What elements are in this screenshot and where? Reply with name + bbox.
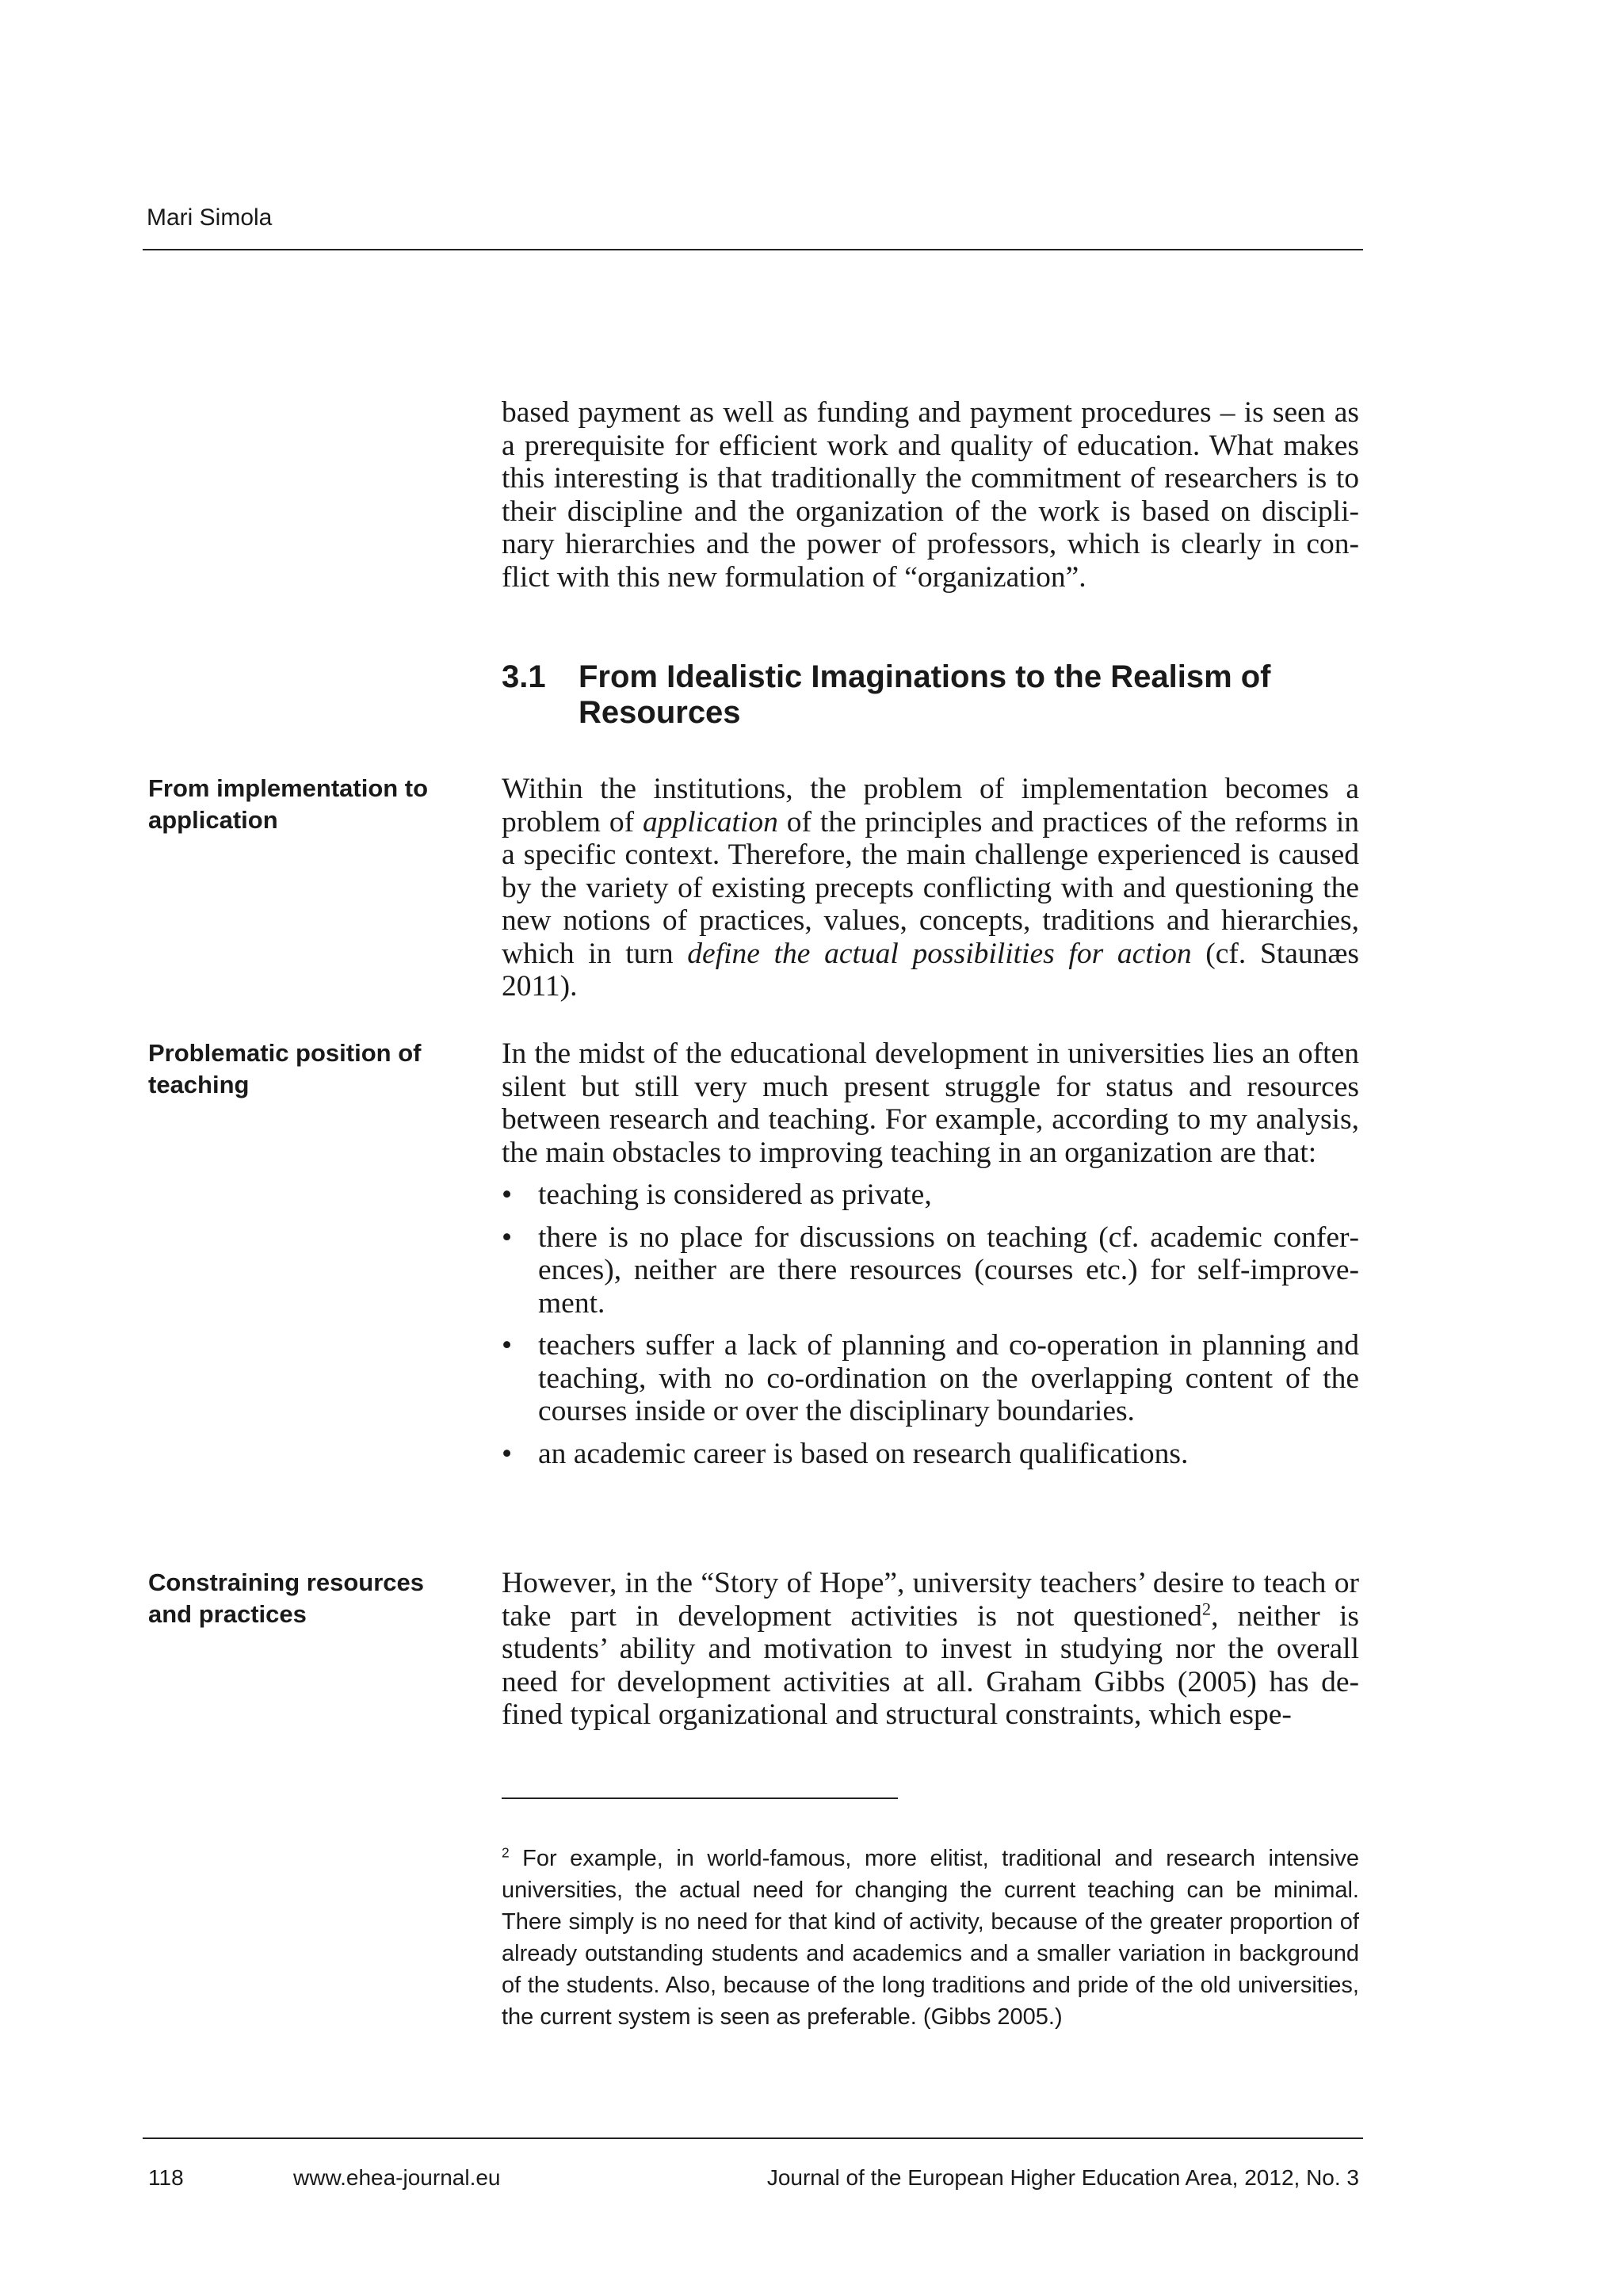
- section-number: 3.1: [502, 659, 546, 694]
- paragraph-teaching-text: In the midst of the educational development in universities lies an often silent but still very much present struggle for status and resources between research and teaching. For example, according to my analysis, the main obstacles to improving teaching in an organization are that:: [502, 1037, 1359, 1169]
- footnote-rule: [502, 1797, 898, 1799]
- running-header-author: Mari Simola: [147, 204, 273, 231]
- footer-rule: [143, 2137, 1363, 2139]
- bullet-icon: •: [502, 1329, 513, 1362]
- list-item: • there is no place for discussions on teaching (cf. academic conferences), neither are there resources (courses etc.) for self-improvement.: [502, 1221, 1359, 1320]
- paragraph-teaching: [502, 1037, 1359, 1480]
- bullet-icon: •: [502, 1179, 513, 1211]
- list-item: • teaching is considered as private,: [502, 1179, 932, 1211]
- journal-website-link[interactable]: www.ehea-journal.eu: [293, 2165, 501, 2190]
- section-title: From Idealistic Imaginations to the Realism of Resources: [579, 659, 1271, 730]
- paragraph-implementation: [502, 773, 1359, 1003]
- section-heading: [502, 659, 1359, 731]
- margin-note-teaching: Problematic position of teaching: [148, 1039, 422, 1098]
- journal-citation: Journal of the European Higher Education Area, 2012, No. 3: [766, 2165, 1359, 2190]
- header-rule: [143, 249, 1363, 250]
- paragraph-constraints: [502, 1567, 1359, 1732]
- intro-paragraph-text: based payment as well as funding and payment procedures – is seen as a prerequisite for efficient work and quality of education. What makes this interesting is that traditionally the commitment of researchers is to their discipline and the organization of the work is based on disciplinary hierarchies and the power of professors, which is clearly in conflict with this new formulation of “organization”.: [502, 396, 1359, 594]
- bullet-icon: •: [502, 1221, 513, 1254]
- margin-note-implementation: From implementation to application: [148, 774, 429, 834]
- obstacles-list: [502, 1179, 1359, 1470]
- list-item: • teachers suffer a lack of planning and co-operation in planning and teaching, with no co-ordination on the overlapping content of the courses inside or over the disciplinary boundaries.: [502, 1329, 1359, 1427]
- footnote-marker: 2: [502, 1844, 510, 1861]
- footnote-reference: 2: [1201, 1599, 1212, 1618]
- emphasis-possibilities: define the actual possibilities for action: [687, 937, 1192, 970]
- page-number: 118: [148, 2165, 184, 2190]
- footnote: [502, 1843, 1359, 2033]
- list-item: • an academic career is based on research qualifications.: [502, 1437, 1189, 1470]
- emphasis-application: application: [643, 805, 778, 839]
- footnote-text: For example, in world-famous, more elitist, traditional and research intensive universities, the actual need for changing the current teaching can be minimal. There simply is no need for that kind of activity, because of the greater proportion of already outstanding students and academics and a smaller variation in background of the students. Also, because of the long traditions and pride of the old universities, the current system is seen as preferable. (Gibbs 2005.): [502, 1846, 1360, 2030]
- margin-note-constraints: Constraining resources and practices: [148, 1568, 424, 1628]
- intro-paragraph: [502, 396, 1359, 594]
- bullet-icon: •: [502, 1437, 513, 1470]
- paragraph-constraints-text: However, in the “Story of Hope”, university teachers’ desire to teach or take part in development activities is not questioned$^2$, neither is students’ ability and motivation to invest in studying nor the overall need for development activities at all. Graham Gibbs (2005) has defined typical organizational and structural constraints, which espe-: [502, 1567, 1359, 1731]
- paragraph-implementation-text: Within the institutions, the problem of implementation becomes a problem of application of the principles and practices of the reforms in a specific context. Therefore, the main challenge experienced is caused by the variety of existing precepts conflicting with and questioning the new notions of practices, values, concepts, traditions and hierarchies, which in turn define the actual possibilities for action (cf. Staunæs 2011).: [502, 773, 1359, 1003]
